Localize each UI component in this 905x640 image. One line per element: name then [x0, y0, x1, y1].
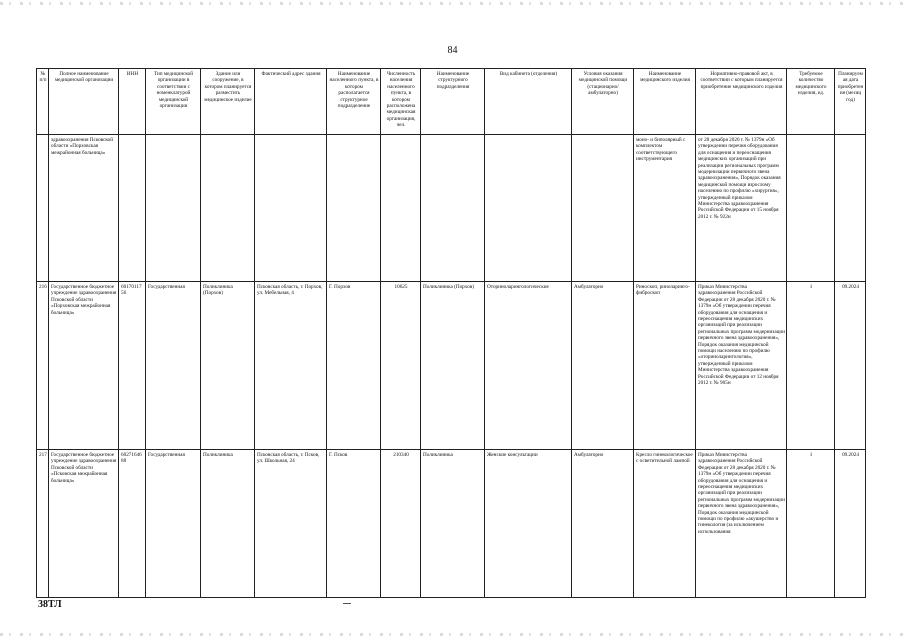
- table-row: [37, 282, 866, 450]
- cell-org: Государственное бюджетное учреждение здравоохранения Псковской области «Псковская межрайонная больница»: [49, 450, 119, 598]
- cell-inn: 6017011756: [119, 282, 146, 450]
- cell-act: Приказ Министерства здравоохранения Российской Федерации от 28 декабря 2020 г. № 1379н «Об утверждении перечня оборудования для оснащения и переоснащения медицинских организаций при реализации региональных программ модернизации первичного звена здравоохранения», Порядок оказания медицинской помощи по профилю «акушерство и гинекология (за исключением использования: [696, 450, 787, 598]
- cell-unit: Поликлиника: [421, 450, 485, 598]
- header-cell: Условия оказания медицинской помощи (стационарно/ амбулаторно): [572, 69, 634, 135]
- cell-population: [381, 135, 421, 282]
- header-cell: Полное наименование медицинской организации: [49, 69, 119, 135]
- page-number: 84: [447, 45, 458, 56]
- cell-date: [835, 135, 866, 282]
- header-cell: № п/п: [37, 69, 49, 135]
- cell-inn: [119, 135, 146, 282]
- cell-building: [201, 135, 255, 282]
- cell-type: [146, 135, 201, 282]
- cell-device: Кресло гинекологическое с осветительной лампой: [634, 450, 696, 598]
- cell-address: Псковская область, г. Псков, ул. Школьная, 24: [255, 450, 327, 598]
- cell-population: 10625: [381, 282, 421, 450]
- cell-type: Государственная: [146, 450, 201, 598]
- header-cell: ИНН: [119, 69, 146, 135]
- cell-qty: 1: [787, 450, 835, 598]
- scan-edge-top: [0, 2, 905, 5]
- cell-address: Псковская область, г. Порхов, ул. Мебельная, 4: [255, 282, 327, 450]
- cell-unit: Поликлиника (Порхов): [421, 282, 485, 450]
- header-cell: Вид кабинета (отделения): [485, 69, 572, 135]
- cell-org: Государственное бюджетное учреждение здравоохранения Псковской области «Порховская межрайонная больница»: [49, 282, 119, 450]
- cell-conditions: Амбулаторно: [572, 282, 634, 450]
- cell-locality: Г. Порхов: [327, 282, 381, 450]
- cell-building: Поликлиника: [201, 450, 255, 598]
- footer-mark: [343, 603, 351, 604]
- cell-conditions: [572, 135, 634, 282]
- table-row-continued: [37, 135, 866, 282]
- cell-address: [255, 135, 327, 282]
- cell-cabinet: Оториноларингологические: [485, 282, 572, 450]
- header-cell: Тип медицинской организации в соответствии с номенклатурой медицинской организации: [146, 69, 201, 135]
- cell-conditions: Амбулаторно: [572, 450, 634, 598]
- header-cell: Планируемая дата приобретения (месяц год): [835, 69, 866, 135]
- header-cell: Здание или сооружение, в котором планируется разместить медицинское изделие: [201, 69, 255, 135]
- header-cell: Наименование медицинского изделия: [634, 69, 696, 135]
- cell-num: 216: [37, 282, 49, 450]
- header-cell: Численность населения населенного пункта, в котором расположена медицинская организация, чел.: [381, 69, 421, 135]
- cell-inn: 6027164688: [119, 450, 146, 598]
- header-cell: Требуемое количество медицинского изделия, ед.: [787, 69, 835, 135]
- cell-building: Поликлиника (Порхов): [201, 282, 255, 450]
- scan-edge-bottom: [0, 633, 905, 636]
- header-cell: Фактический адрес здания: [255, 69, 327, 135]
- footer-code: 38ТЛ: [38, 599, 62, 610]
- cell-locality: Г. Псков: [327, 450, 381, 598]
- cell-num: 217: [37, 450, 49, 598]
- cell-qty: [787, 135, 835, 282]
- header-cell: Нормативно-правовой акт, в соответствии с которым планируется приобретение медицинского изделия: [696, 69, 787, 135]
- cell-unit: [421, 135, 485, 282]
- table-header-row: [37, 69, 866, 135]
- cell-org: здравоохранения Псковской области «Порховская межрайонная больница»: [49, 135, 119, 282]
- cell-act: от 28 декабря 2020 г. № 1379н «Об утверждении перечня оборудования для оснащения и переоснащения медицинских организаций при реализации региональных программ модернизации первичного звена здравоохранения», Порядок оказания медицинской помощи взрослому населению по профилю «хирургия», утвержденный приказом Министерства здравоохранения Российской Федерации от 15 ноября 2012 г. № 922н: [696, 135, 787, 282]
- cell-device: Риноскоп, риноларинго-фиброскоп: [634, 282, 696, 450]
- cell-cabinet: Женские консультации: [485, 450, 572, 598]
- cell-date: 09.2024: [835, 450, 866, 598]
- header-cell: Наименование структурного подразделения: [421, 69, 485, 135]
- cell-date: 09.2024: [835, 282, 866, 450]
- header-cell: Наименование населенного пункта, в котором располагается структурное подразделение: [327, 69, 381, 135]
- cell-locality: [327, 135, 381, 282]
- cell-cabinet: [485, 135, 572, 282]
- cell-population: 210340: [381, 450, 421, 598]
- cell-act: Приказ Министерства здравоохранения Российской Федерации от 28 декабря 2020 г. № 1379н «Об утверждении перечня оборудования для оснащения и переоснащения медицинских организаций при реализации региональных программ модернизации первичного звена здравоохранения», Порядок оказания медицинской помощи населению по профилю «оториноларингология», утвержденный приказом Министерства здравоохранения Российской Федерации от 12 ноября 2012 г. № 905н: [696, 282, 787, 450]
- cell-device: моно- и биполярный с комплектом соответствующего инструментария: [634, 135, 696, 282]
- equipment-table: [36, 68, 866, 598]
- cell-qty: 1: [787, 282, 835, 450]
- table-row: [37, 450, 866, 598]
- cell-type: Государственная: [146, 282, 201, 450]
- cell-num: [37, 135, 49, 282]
